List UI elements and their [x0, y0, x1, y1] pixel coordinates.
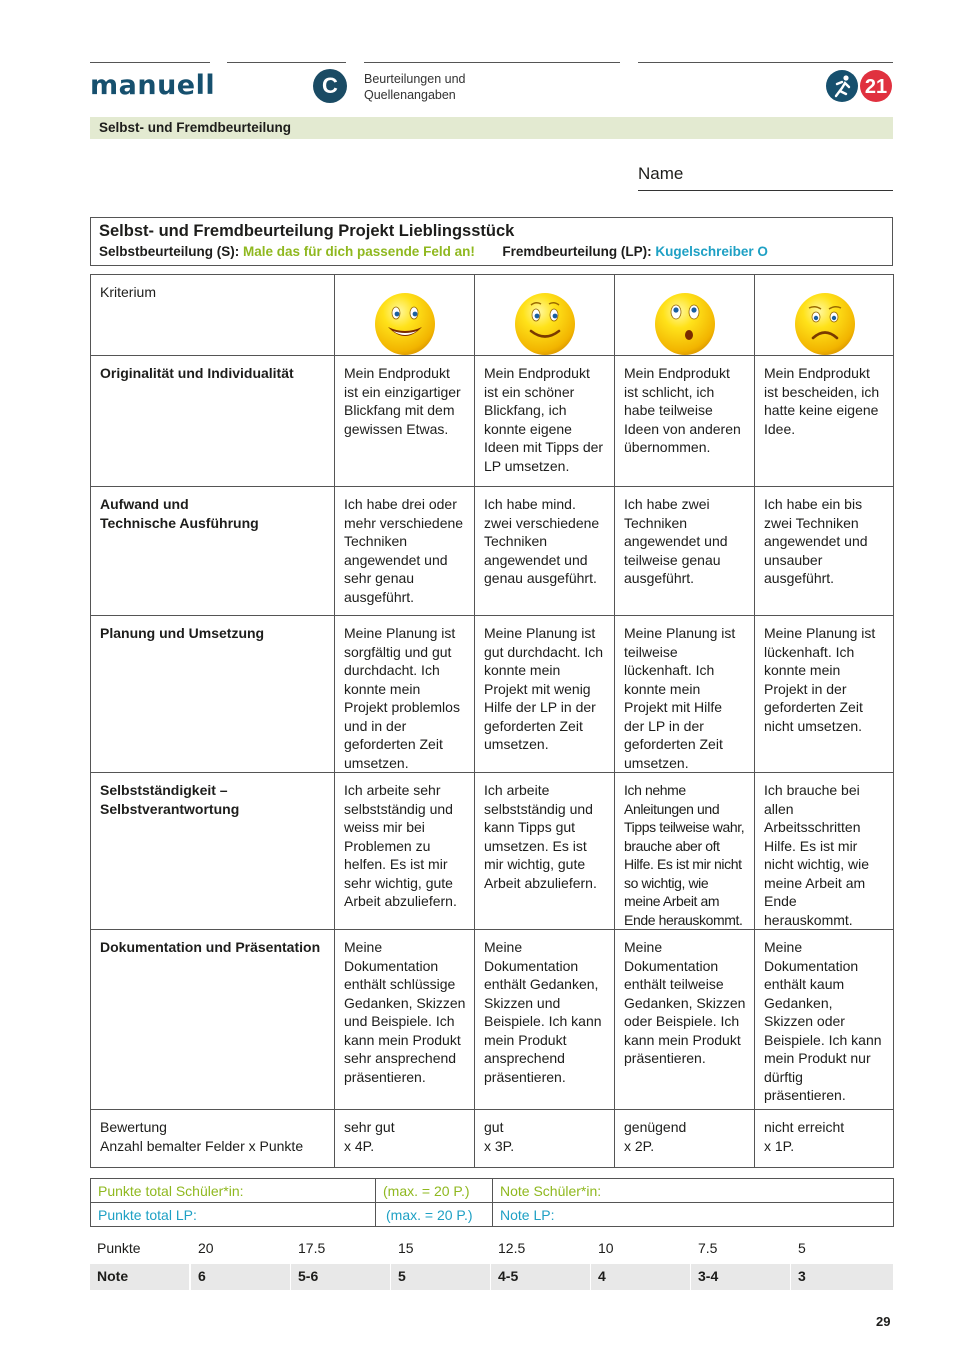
- chapter-subtitle: Beurteilungen und Quellenangaben: [364, 72, 466, 102]
- teacher-points-max: (max. = 20 P.): [376, 1203, 493, 1227]
- rating-cell[interactable]: Meine Planung ist gut durchdacht. Ich konnte mein Projekt mit wenig Hilfe der LP in der geforderten Zeit umsetzen.: [475, 616, 615, 773]
- teacher-points-total[interactable]: Punkte total LP:: [91, 1203, 376, 1227]
- rating-cell[interactable]: Ich brauche bei allen Arbeitsschritten Hilfe. Es ist mir nicht wichtig, wie meine Arbeit am Ende herauskommt.: [755, 773, 894, 930]
- chapter-badge: C: [313, 69, 347, 103]
- rating-cell[interactable]: Mein Endprodukt ist ein einzigartiger Blickfang mit dem gewissen Etwas.: [335, 356, 475, 487]
- rating-cell[interactable]: Mein Endprodukt ist schlicht, ich habe teilweise Ideen von anderen übernommen.: [615, 356, 755, 487]
- rating-cell[interactable]: Meine Dokumentation enthält kaum Gedanken, Skizzen oder Beispiele. Ich kann mein Produkt nur dürftig präsentieren.: [755, 930, 894, 1110]
- student-grade-field[interactable]: Note Schüler*in:: [493, 1179, 894, 1203]
- rating-cell[interactable]: Ich habe zwei Techniken angewendet und teilweise genau ausgeführt.: [615, 487, 755, 616]
- grade-scale-points-row: Punkte 20 17.5 15 12.5 10 7.5 5: [97, 1240, 806, 1256]
- rating-col-sufficient[interactable]: [615, 275, 755, 356]
- criterion-header: Kriterium: [91, 275, 335, 356]
- rating-cell[interactable]: Ich habe drei oder mehr verschiedene Techniken angewendet und sehr genau ausgeführt.: [335, 487, 475, 616]
- rating-cell[interactable]: Ich arbeite sehr selbstständig und weiss mir bei Problemen zu helfen. Es ist mir sehr wichtig, gute Arbeit abzuliefern.: [335, 773, 475, 930]
- rating-cell[interactable]: Ich habe ein bis zwei Techniken angewendet und unsauber ausgeführt.: [755, 487, 894, 616]
- big-smile-icon: [374, 291, 436, 355]
- rating-cell[interactable]: Ich habe mind. zwei verschiedene Techniken angewendet und genau ausgeführt.: [475, 487, 615, 616]
- header-rule: [90, 62, 210, 63]
- instructions: Selbstbeurteilung (S): Male das für dich passende Feld an! Fremdbeurteilung (LP): Kugelschreiber O: [99, 244, 768, 259]
- rating-cell[interactable]: Ich arbeite selbstständig und kann Tipps gut umsetzen. Es ist mir wichtig, gute Arbeit abzuliefern.: [475, 773, 615, 930]
- rating-col-not-achieved[interactable]: [755, 275, 894, 356]
- grade-scale-grade-row: Note 6 5-6 5 4-5 4 3-4 3: [90, 1264, 893, 1290]
- criterion-label: Originalität und Individualität: [91, 356, 335, 487]
- rating-points: gut x 3P.: [475, 1110, 615, 1168]
- rating-cell[interactable]: Meine Dokumentation enthält teilweise Gedanken, Skizzen oder Beispiele. Ich kann mein Produkt präsentieren.: [615, 930, 755, 1110]
- criterion-label: Aufwand und Technische Ausführung: [91, 487, 335, 616]
- rating-cell[interactable]: Meine Planung ist sorgfältig und gut durchdacht. Ich konnte mein Projekt problemlos und in der geforderten Zeit umsetzen.: [335, 616, 475, 773]
- logo: manuell: [90, 70, 216, 101]
- header-rule: [638, 62, 893, 63]
- criterion-label: Dokumentation und Präsentation: [91, 930, 335, 1110]
- rating-cell[interactable]: Meine Planung ist teilweise lückenhaft. Ich konnte mein Projekt mit Hilfe der LP in der geforderten Zeit umsetzen.: [615, 616, 755, 773]
- rating-cell[interactable]: Meine Dokumentation enthält schlüssige Gedanken, Skizzen und Beispiele. Ich kann mein Produkt sehr ansprechend präsentieren.: [335, 930, 475, 1110]
- rating-col-good[interactable]: [475, 275, 615, 356]
- criterion-label: Planung und Umsetzung: [91, 616, 335, 773]
- grade-scale: [90, 1236, 893, 1290]
- criterion-label: Selbstständigkeit – Selbstverantwortung: [91, 773, 335, 930]
- teacher-grade-field[interactable]: Note LP:: [493, 1203, 894, 1227]
- points-total-table: [90, 1178, 894, 1227]
- page-number: 29: [876, 1314, 891, 1329]
- rating-cell[interactable]: Meine Dokumentation enthält Gedanken, Skizzen und Beispiele. Ich kann mein Produkt ansprechend präsentieren.: [475, 930, 615, 1110]
- assessment-table: [90, 274, 894, 1168]
- rating-cell[interactable]: Mein Endprodukt ist bescheiden, ich hatte keine eigene Idee.: [755, 356, 894, 487]
- badge-number: 21: [864, 76, 888, 98]
- student-points-max: (max. = 20 P.): [376, 1179, 493, 1203]
- rating-cell[interactable]: Meine Planung ist lückenhaft. Ich konnte mein Projekt in der geforderten Zeit nicht umsetzen.: [755, 616, 894, 773]
- header-rule: [364, 62, 620, 63]
- section-band: Selbst- und Fremdbeurteilung: [90, 117, 893, 139]
- rating-col-very-good[interactable]: [335, 275, 475, 356]
- name-label: Name: [638, 164, 684, 183]
- rating-cell[interactable]: Mein Endprodukt ist ein schöner Blickfang, ich konnte eigene Ideen mit Tipps der LP umsetzen.: [475, 356, 615, 487]
- header-rule: [227, 62, 346, 63]
- rating-cell[interactable]: Ich nehme Anleitungen und Tipps teilweise wahr, brauche aber oft Hilfe. Es ist mir nicht so wichtig, wie meine Arbeit am Ende herauskommt.: [615, 773, 755, 930]
- smile-icon: [514, 291, 576, 355]
- name-field-line[interactable]: [638, 190, 893, 191]
- student-points-total[interactable]: Punkte total Schüler*in:: [91, 1179, 376, 1203]
- page-title: Selbst- und Fremdbeurteilung Projekt Lieblingsstück: [99, 222, 515, 240]
- rating-label: Bewertung Anzahl bemalter Felder x Punkte: [91, 1110, 335, 1168]
- rating-points: genügend x 2P.: [615, 1110, 755, 1168]
- rating-points: sehr gut x 4P.: [335, 1110, 475, 1168]
- sad-face-icon: [794, 291, 856, 355]
- title-box: [90, 217, 893, 266]
- surprised-face-icon: [654, 291, 716, 355]
- rating-points: nicht erreicht x 1P.: [755, 1110, 894, 1168]
- lehrplan21-icon: [825, 69, 895, 110]
